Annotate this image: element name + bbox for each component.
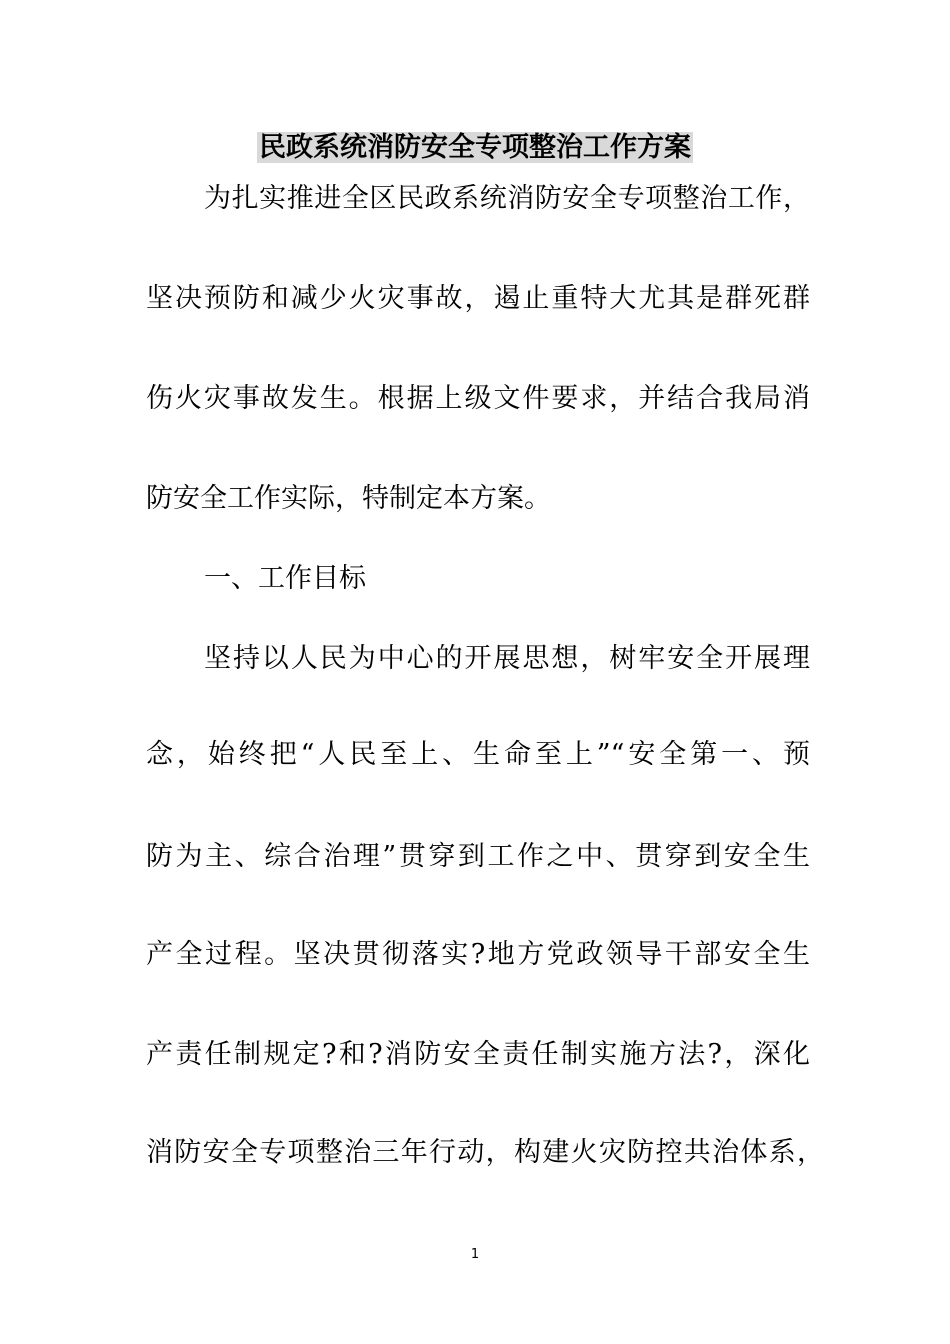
- paragraph-line: 产责任制规定?和?消防安全责任制实施方法?，深化: [146, 1039, 810, 1070]
- section-heading: 一、工作目标: [204, 563, 366, 594]
- paragraph-line: 防为主、综合治理”贯穿到工作之中、贯穿到安全生: [146, 841, 810, 872]
- paragraph-line: 念，始终把“人民至上、生命至上”“安全第一、预: [146, 739, 810, 770]
- paragraph-line: 产全过程。坚决贯彻落实?地方党政领导干部安全生: [146, 939, 810, 970]
- paragraph-line: 消防安全专项整治三年行动，构建火灾防控共治体系，: [146, 1137, 824, 1168]
- paragraph-line: 坚持以人民为中心的开展思想，树牢安全开展理: [204, 643, 810, 674]
- paragraph-line: 坚决预防和减少火灾事故，遏止重特大尤其是群死群: [146, 283, 810, 314]
- paragraph-line: 伤火灾事故发生。根据上级文件要求，并结合我局消: [146, 383, 810, 414]
- paragraph-line: 防安全工作实际，特制定本方案。: [146, 483, 551, 514]
- document-title: [0, 128, 950, 168]
- document-title-text: 民政系统消防安全专项整治工作方案: [259, 132, 691, 163]
- page-number: 1: [470, 1247, 480, 1262]
- paragraph-line: 为扎实推进全区民政系统消防安全专项整治工作，: [204, 183, 810, 214]
